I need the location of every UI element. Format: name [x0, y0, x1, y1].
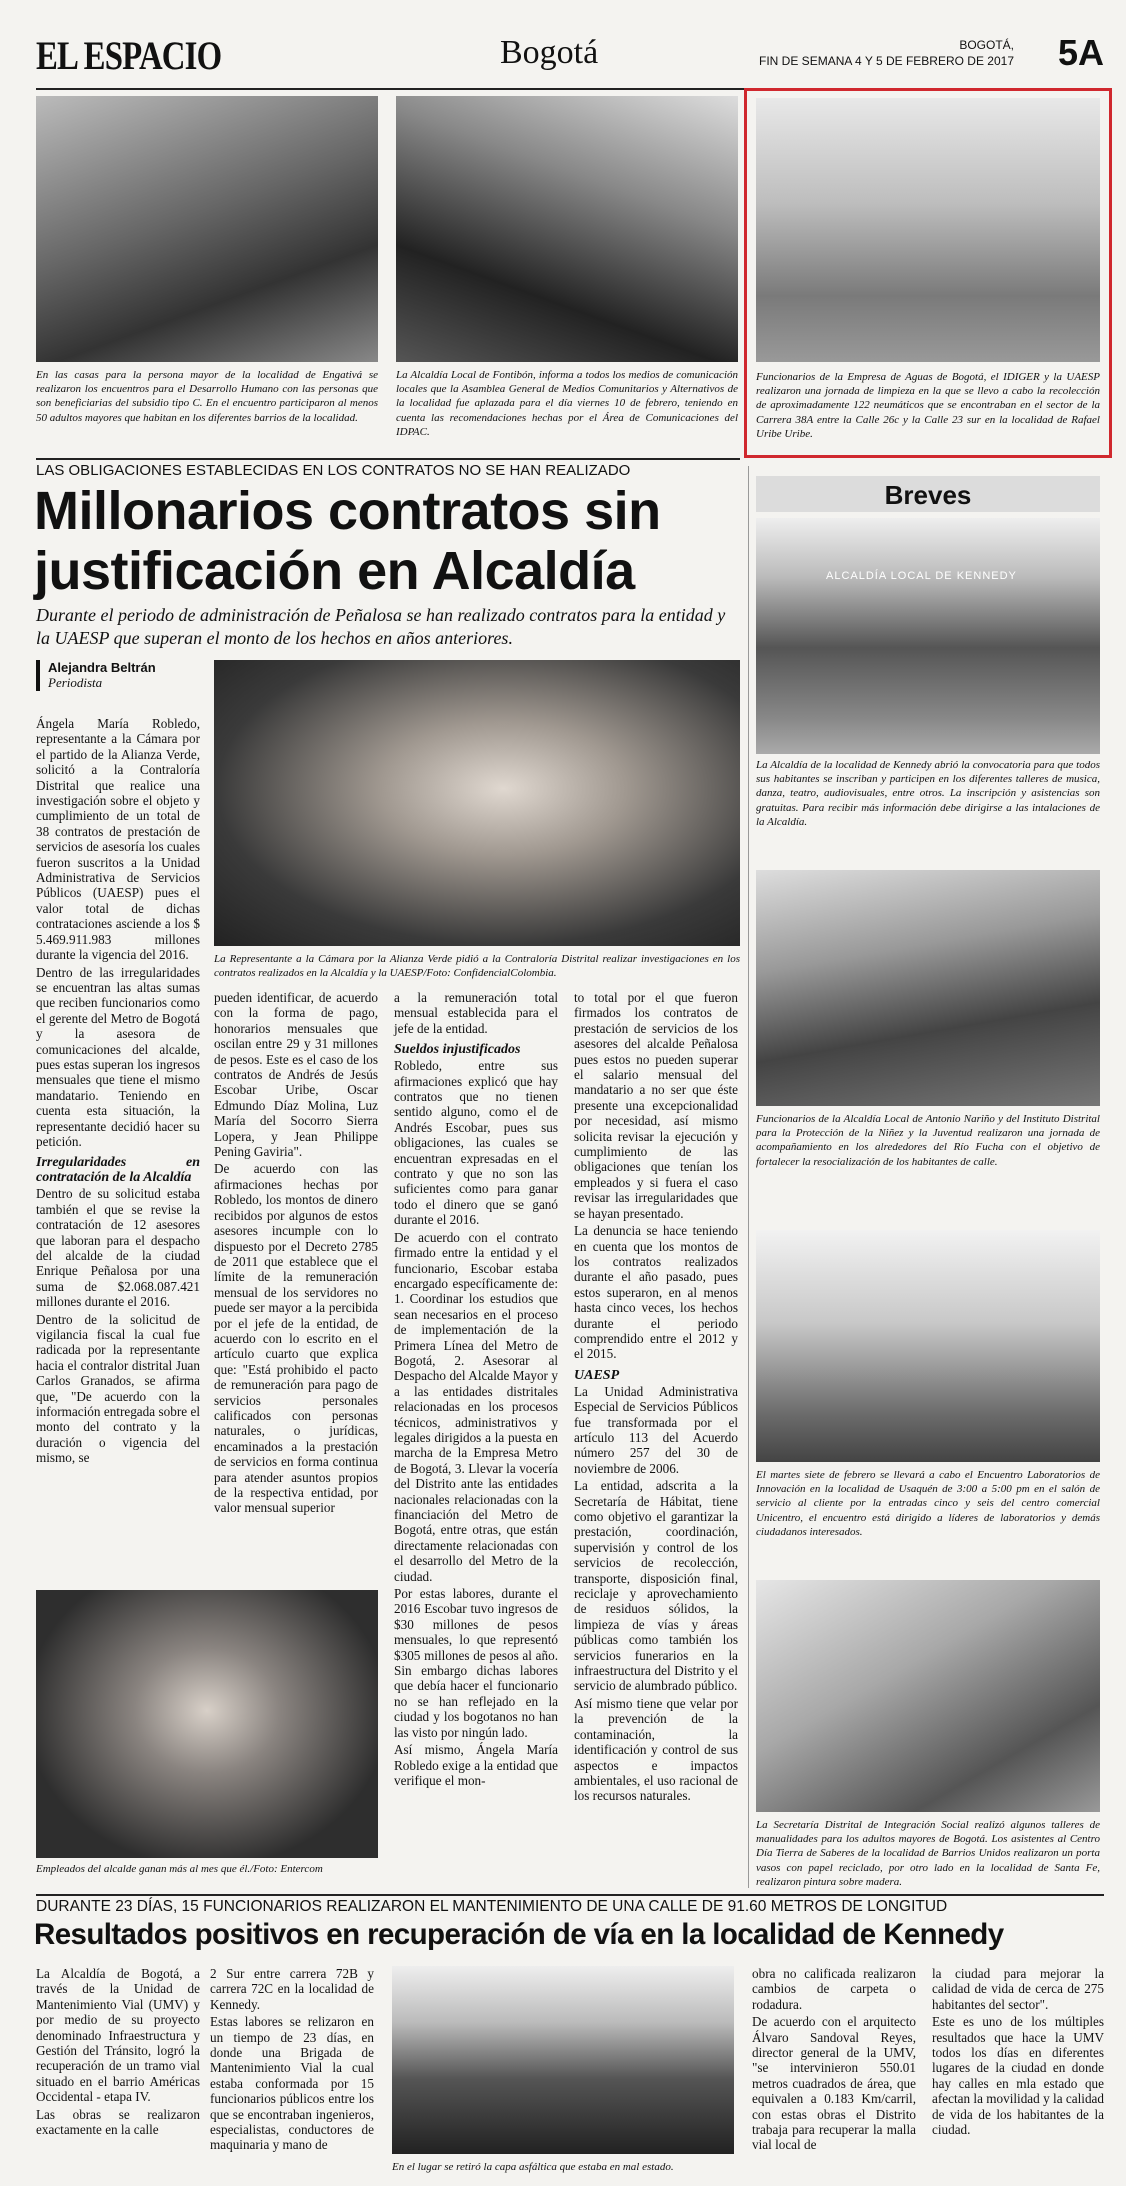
- top-photo-caption: La Alcaldía Local de Fontibón, informa a todos los medios de comunicación locales que la Asamblea General de Medios Comunitarios y Alternativos de la localidad fue aplazada para el día viernes 10 de febrero, teniendo en cuenta las recomendaciones hechas por el Área de Comunicaciones del IDPAC.: [396, 369, 738, 438]
- paragraph: Dentro de su solicitud estaba también el que se revise la contratación de 12 asesores que laboran para el despacho del alcalde de la ciudad Enrique Peñalosa por una suma de $2.068.087.421 millones durante el 2016.: [36, 1186, 200, 1310]
- bottom-rule: [36, 1894, 1104, 1896]
- paragraph: Las obras se realizaron exactamente en la calle: [36, 2106, 200, 2138]
- article-column-1: [36, 716, 200, 1468]
- paragraph: De acuerdo con las afirmaciones hechas por Robledo, los montos de dinero recibidos por algunos de estos asesores incumple con lo dispuesto por el Decreto 2785 de 2011 que establece que el límite de la remuneración mensual de los servidores no puede ser mayor a la percibida por el jefe de la entidad, de acuerdo con lo escrito en el artículo cuarto que explica que: "Está prohibido el pacto de remuneración para pago de servicios personales calificados con personas naturales, o jurídicas, encaminados a la prestación de servicios en forma continua para atender asuntos propios de la respectiva entidad, por valor mensual superior: [214, 1161, 378, 1516]
- top-photo-engativa: [36, 96, 378, 362]
- breves-header: [756, 476, 1100, 512]
- paragraph: 2 Sur entre carrera 72B y carrera 72C en la localidad de Kennedy.: [210, 1966, 374, 2012]
- bottom-headline: Resultados positivos en recuperación de vía en la localidad de Kennedy: [34, 1918, 1004, 1951]
- breves-photo-kennedy: [756, 518, 1100, 754]
- main-article-photo: [214, 660, 740, 946]
- paragraph: Así mismo, Ángela María Robledo exige a la entidad que verifique el mon-: [394, 1742, 558, 1788]
- bottom-kicker: DURANTE 23 DÍAS, 15 FUNCIONARIOS REALIZARON EL MANTENIMIENTO DE UNA CALLE DE 91.60 METROS DE LONGITUD: [36, 1898, 948, 1915]
- paragraph: Robledo, entre sus afirmaciones explicó que hay contratos que no tienen sentido alguno, como el de Andrés Escobar, pues sus obligaciones, las cuales se encuentran expresadas en el contrato y que no son las suficientes como para ganar todo el dinero que se ganó durante el 2016.: [394, 1058, 558, 1228]
- byline-role: Periodista: [48, 675, 103, 690]
- building-sign: ALCALDÍA LOCAL DE KENNEDY: [826, 570, 1017, 582]
- paragraph: Así mismo tiene que velar por la prevención de la contaminación, la identificación y control de sus aspectos e impactos ambientales, el uso racional de los recursos naturales.: [574, 1695, 738, 1804]
- breves-caption: La Secretaría Distrital de Integración Social realizó algunos talleres de manualidades para los adultos mayores de Bogotá. Los asistentes al Centro Día Tierra de Saberes de la localidad de Barrios Unidos realizaron un porta vasos con papel reciclado, por otro lado en la localidad de Santa Fe, realizaron pintura sobre madera.: [756, 1819, 1100, 1888]
- paragraph: Este es uno de los múltiples resultados que hace la UMV todos los días en diferentes lugares de la ciudad en donde hay calles en mla estado que afectan la movilidad y la calidad de vida de los habitantes de la ciudad.: [932, 2014, 1104, 2138]
- article-column-2: [214, 990, 378, 1518]
- paragraph: La Alcaldía de Bogotá, a través de la Unidad de Mantenimiento Vial (UMV) y por medio de su proyecto denominado Infraestructura y Gestión del Tránsito, logró la recuperación de un tramo vial situado en el barrio Américas Occidental - etapa IV.: [36, 1966, 200, 2105]
- main-photo-caption: La Representante a la Cámara por la Alianza Verde pidió a la Contraloría Distrital realizar investigaciones en los contratos realizados en la Alcaldía y la UAESP/Foto: ConfidencialColombia.: [214, 953, 740, 980]
- paragraph: De acuerdo con el arquitecto Álvaro Sandoval Reyes, director general de la UMV, "se intervinieron 550.01 metros cuadrados de área, que equivalen a 0.183 Km/carril, con estas obras el Distrito trabaja para recuperar la malla vial local de: [752, 2014, 916, 2153]
- main-headline-line2: justificación en Alcaldía: [34, 541, 635, 601]
- subheading: Irregularidades en contratación de la Alcaldía: [36, 1155, 200, 1186]
- paragraph: La Unidad Administrativa Especial de Servicios Públicos fue transformada por el artículo 113 del Acuerdo número 257 del 30 de noviembre de 2006.: [574, 1383, 738, 1476]
- breves-caption: Funcionarios de la Alcaldía Local de Antonio Nariño y del Instituto Distrital para la Protección de la Niñez y la Juventud realizaron una jornada de acompañamiento en los alrededores del Río Fucha con el objetivo de fortalecer la resocialización de los habitantes de calle.: [756, 1113, 1100, 1168]
- sidebar-divider: [748, 466, 749, 1888]
- edition-city: BOGOTÁ,: [959, 38, 1014, 52]
- paragraph: a la remuneración total mensual establecida para el jefe de la entidad.: [394, 990, 558, 1036]
- paragraph: Por estas labores, durante el 2016 Escobar tuvo ingresos de $30 millones de pesos mensuales, lo que representó $305 millones de pesos al año. Sin embargo dichas labores que debía hacer el funcionario no se han reflejado en la ciudad y los bogotanos no han las visto por ningún lado.: [394, 1586, 558, 1740]
- paragraph: Estas labores se relizaron en un tiempo de 23 días, en donde una Brigada de Mantenimiento Vial la cual estaba conformada por 15 funcionarios públicos entre los que se encontraban ingenieros, especialistas, conductores de maquinaria y mano de: [210, 2014, 374, 2153]
- breves-photo-manualidades: [756, 1580, 1100, 1812]
- paragraph: La entidad, adscrita a la Secretaría de Hábitat, tiene como objetivo el garantizar la prestación, coordinación, supervisión y control de los servicios de recolección, transporte, disposición final, reciclaje y aprovechamiento de residuos sólidos, la limpieza de vías y áreas públicas como también los servicios funerarios en la infraestructura del Distrito y el servicio de alumbrado público.: [574, 1478, 738, 1694]
- main-deck: Durante el periodo de administración de Peñalosa se han realizado contratos para la entidad y la UAESP que superan el monto de los hechos en años anteriores.: [36, 605, 726, 648]
- breves-photo-rio-fucha: [756, 870, 1100, 1106]
- masthead: [36, 28, 1104, 84]
- top-photo-fontibon: [396, 96, 738, 362]
- bottom-column-1: [36, 1966, 200, 2139]
- breves-photo-unicentro: [756, 1230, 1100, 1462]
- paragraph: obra no calificada realizaron cambios de carpeta o rodadura.: [752, 1966, 916, 2012]
- bottom-column-4: [932, 1966, 1104, 2139]
- paragraph: La denuncia se hace teniendo en cuenta que los montos de los contratos realizados durante el año pasado, pues estos superaron, en al menos hasta cinco veces, los hechos durante el periodo comprendido entre el 2012 y el 2015.: [574, 1223, 738, 1362]
- breves-caption: La Alcaldía de la localidad de Kennedy abrió la convocatoria para que todos sus habitantes se inscriban y participen en los diferentes talleres de musica, danza, teatro, audiovisuales, entre otros. La inscripción y asistencias son gratuitas. Para recibir más información debe dirigirse a las intalaciones de la Alcaldía.: [756, 759, 1100, 828]
- main-kicker: LAS OBLIGACIONES ESTABLECIDAS EN LOS CONTRATOS NO SE HAN REALIZADO: [36, 462, 631, 479]
- top-photo-neumaticos: [756, 98, 1100, 362]
- breves-caption: El martes siete de febrero se llevará a cabo el Encuentro Laboratorios de Innovación en la localidad de Usaquén de 3:00 a 5:00 pm en el salón de servicio al cliente por la entradas cinco y seis del centro comercial Unicentro, el encuentro está dirigido a líderes de laboratorios y demás ciudadanos interesados.: [756, 1469, 1100, 1538]
- article-column-4: [574, 990, 738, 1806]
- paragraph: la ciudad para mejorar la calidad de vida de cerca de 275 habitantes del sector".: [932, 1966, 1104, 2012]
- edition-date: FIN DE SEMANA 4 Y 5 DE FEBRERO DE 2017: [759, 54, 1014, 68]
- paragraph: to total por el que fueron firmados los contratos de prestación de servicios de los asesores del alcalde Peñalosa pues estos no pueden superar el salario mensual del mandatario a no ser que éste presente una excepcionalidad por necesidad, así mismo solicita revisar la ejecución y cumplimiento de las obligaciones que tenían los empleados y si fuera el caso revisar las irregularidades que se hayan presentado.: [574, 990, 738, 1221]
- second-photo-caption: Empleados del alcalde ganan más al mes que él./Foto: Entercom: [36, 1863, 323, 1875]
- second-article-photo: [36, 1590, 378, 1858]
- section-name: Bogotá: [500, 34, 599, 71]
- bottom-photo-caption: En el lugar se retiró la capa asfáltica que estaba en mal estado.: [392, 2161, 674, 2173]
- subheading: UAESP: [574, 1367, 620, 1383]
- paragraph: Ángela María Robledo, representante a la Cámara por el partido de la Alianza Verde, solicitó a la Contraloría Distrital que realice una investigación sobre el objeto y cumplimiento de un total de 38 contratos de prestación de servicios de asesoría los cuales fueron suscritos a la Unidad Administrativa de Servicios Públicos (UAESP) pues el valor total de dichas contrataciones asciende a los $ 5.469.911.983 millones durante la vigencia del 2016.: [36, 716, 200, 963]
- paragraph: Dentro de la solicitud de vigilancia fiscal la cual fue radicada por la representante hacia el contralor distrital Juan Carlos Granados, se afirma que, "De acuerdo con la información entregada sobre el monto del contrato y la duración o vigencia del mismo, se: [36, 1311, 200, 1466]
- main-headline-line1: Millonarios contratos sin: [34, 481, 661, 541]
- strip-rule: [36, 458, 740, 460]
- paper-name: EL ESPACIO: [36, 33, 222, 78]
- subheading: Sueldos injustificados: [394, 1042, 521, 1058]
- article-column-3: [394, 990, 558, 1790]
- top-photo-caption: Funcionarios de la Empresa de Aguas de Bogotá, el IDIGER y la UAESP realizaron una jornada de limpieza en la que se llevo a cabo la recolección de aproximadamente 122 neumáticos que se encontraban en el sector de la Carrera 38A entre la Calle 26c y la Calle 23 sur en la localidad de Rafael Uribe Uribe.: [756, 371, 1100, 440]
- bottom-column-3: [752, 1966, 916, 2155]
- bottom-column-2: [210, 1966, 374, 2155]
- breves-title: Breves: [884, 480, 972, 510]
- paragraph: De acuerdo con el contrato firmado entre la entidad y el funcionario, Escobar estaba encargado específicamente de: 1. Coordinar los estudios que sean necesarios en el proceso de implementación de la Primera Línea del Metro de Bogotá, 2. Asesorar al Despacho del Alcalde Mayor y a las entidades distritales relacionadas en los procesos técnicos, administrativos y legales dirigidos a la puesta en marcha de la Empresa Metro de Bogotá, 3. Llevar la vocería del Distrito ante las entidades nacionales relacionadas con la financiación del Metro de Bogotá, entre otras, que están directamente relacionadas con el desarrollo del Metro de la ciudad.: [394, 1229, 558, 1584]
- top-photo-caption: En las casas para la persona mayor de la localidad de Engativá se realizaron los encuentros para el Desarrollo Humano con las personas que son beneficiarias del subsidio tipo C. En el encuentro participaron al menos 50 adultos mayores que habitan en los diferentes barrios de la localidad.: [36, 369, 378, 424]
- page-number: 5A: [1057, 32, 1104, 73]
- byline-author: Alejandra Beltrán: [48, 660, 156, 675]
- paragraph: pueden identificar, de acuerdo con la forma de pago, honorarios mensuales que oscilan entre 29 y 31 millones de pesos. Este es el caso de los contratos de Andrés de Jesús Escobar Uribe, Oscar Edmundo Díaz Molina, Luz María del Socorro Sierra Lopera, y Jean Philippe Pening Gaviria".: [214, 990, 378, 1160]
- bottom-article-photo: [392, 1966, 734, 2154]
- paragraph: Dentro de las irregularidades se encuentran las altas sumas que reciben funcionarios como el gerente del Metro de Bogotá y la asesora de comunicaciones del alcalde, pues estas superan los ingresos mensuales que tiene el mismo mandatario. Teniendo en cuenta esta situación, la representante decidió hacer su petición.: [36, 964, 200, 1149]
- byline: [36, 660, 208, 691]
